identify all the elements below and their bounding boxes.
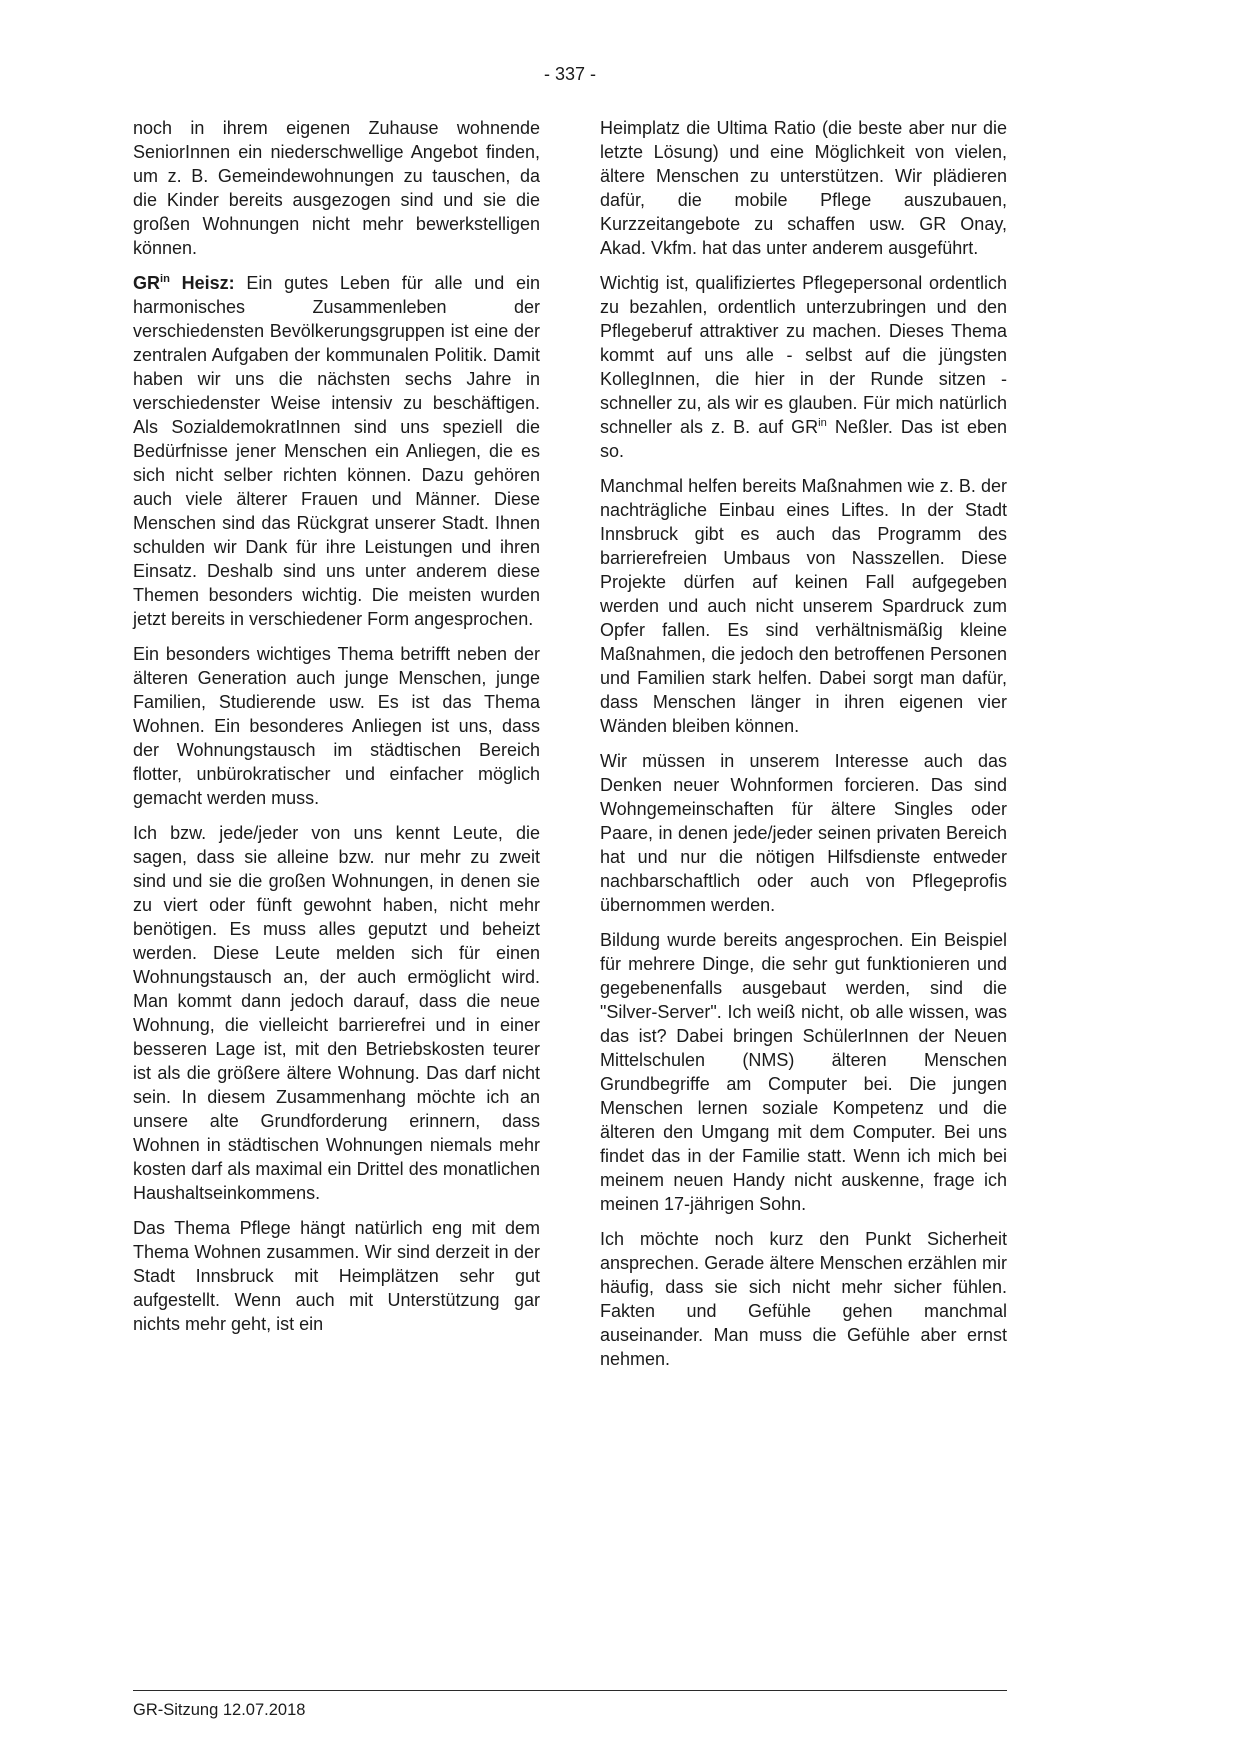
speaker-name: Heisz: <box>169 273 235 293</box>
paragraph-text: Neßler. Das ist eben so. <box>600 417 1007 461</box>
paragraph: Bildung wurde bereits angesprochen. Ein Beispiel für mehrere Dinge, die sehr gut funktionieren und gegebenenfalls ausgebaut werden, sind die "Silver-Server". Ich weiß nicht, ob alle wissen, was das ist? Dabei bringen SchülerInnen der Neuen Mittelschulen (NMS) älteren Menschen Grundbegriffe am Computer bei. Die jungen Menschen lernen soziale Kompetenz und die älteren den Umgang mit dem Computer. Bei uns findet das in der Familie statt. Wenn ich mich bei meinem neuen Handy nicht auskenne, frage ich meinen 17-jährigen Sohn. <box>600 930 1007 1214</box>
paragraph: Manchmal helfen bereits Maßnahmen wie z. B. der nachträgliche Einbau eines Liftes. In der Stadt Innsbruck gibt es auch das Programm des barrierefreien Umbaus von Nasszellen. Diese Projekte dürfen auf keinen Fall aufgegeben werden und auch nicht unserem Spardruck zum Opfer fallen. Es sind verhältnismäßig kleine Maßnahmen, die jedoch den betroffenen Personen und Familien stark helfen. Dabei sorgt man dafür, dass Menschen länger in ihren eigenen vier Wänden bleiben können. <box>600 476 1007 736</box>
paragraph: Ich möchte noch kurz den Punkt Sicherheit ansprechen. Gerade ältere Menschen erzählen mir häufig, dass sie sich nicht mehr sicher fühlen. Fakten und Gefühle gehen manchmal auseinander. Man muss die Gefühle aber ernst nehmen. <box>600 1229 1007 1369</box>
paragraph: Heimplatz die Ultima Ratio (die beste aber nur die letzte Lösung) und eine Möglichkeit von vielen, ältere Menschen zu unterstützen. Wir plädieren dafür, die mobile Pflege auszubauen, Kurzzeitangebote zu schaffen usw. GR Onay, Akad. Vkfm. hat das unter anderem ausgeführt. <box>600 118 1007 258</box>
left-column <box>133 116 540 1382</box>
paragraph: Wir müssen in unserem Interesse auch das Denken neuer Wohnformen forcieren. Das sind Wohngemeinschaften für ältere Singles oder Paare, in denen jede/jeder seinen privaten Bereich hat und nur die nötigen Hilfsdienste entweder nachbarschaftlich oder auch von Pflegeprofis übernommen werden. <box>600 751 1007 915</box>
speaker-superscript: in <box>160 273 170 285</box>
paragraph: noch in ihrem eigenen Zuhause wohnende SeniorInnen ein niederschwellige Angebot finden, um z. B. Gemeindewohnungen zu tauschen, da die Kinder bereits ausgezogen sind und sie die großen Wohnungen nicht mehr bewerkstelligen können. <box>133 118 540 258</box>
speaker-prefix: GR <box>133 273 160 293</box>
page-number: - 337 - <box>543 64 597 84</box>
paragraph: Ich bzw. jede/jeder von uns kennt Leute, die sagen, dass sie alleine bzw. nur mehr zu zweit sind und sie die großen Wohnungen, in denen sie zu viert oder fünft gewohnt haben, nicht mehr benötigen. Es muss alles geputzt und beheizt werden. Diese Leute melden sich für einen Wohnungstausch an, der auch ermöglicht wird. Man kommt dann jedoch darauf, dass die neue Wohnung, die vielleicht barrierefrei und in einer besseren Lage ist, mit den Betriebskosten teurer ist als die größere ältere Wohnung. Das darf nicht sein. In diesem Zusammenhang möchte ich an unsere alte Grundforderung erinnern, dass Wohnen in städtischen Wohnungen niemals mehr kosten darf als maximal ein Drittel des monatlichen Haushaltseinkommens. <box>133 823 540 1203</box>
paragraph-text: Ein gutes Leben für alle und ein harmonisches Zusammenleben der verschiedensten Bevölkerungsgruppen ist eine der zentralen Aufgaben der kommunalen Politik. Damit haben wir uns die nächsten sechs Jahre in verschiedenster Weise intensiv zu beschäftigen. Als SozialdemokratInnen sind uns speziell die Bedürfnisse jener Menschen ein Anliegen, die es sich nicht selber richten können. Dazu gehören auch viele älterer Frauen und Männer. Diese Menschen sind das Rückgrat unserer Stadt. Ihnen schulden wir Dank für ihre Leistungen und ihren Einsatz. Deshalb sind uns unter anderem diese Themen besonders wichtig. Die meisten wurden jetzt bereits in verschiedener Form angesprochen. <box>133 273 540 629</box>
page-footer <box>133 1690 1007 1722</box>
paragraph-with-superscript <box>600 271 1007 463</box>
superscript: in <box>818 417 827 429</box>
right-column <box>600 116 1007 1382</box>
two-column-layout <box>133 116 1007 1382</box>
paragraph: Das Thema Pflege hängt natürlich eng mit dem Thema Wohnen zusammen. Wir sind derzeit in der Stadt Innsbruck mit Heimplätzen sehr gut aufgestellt. Wenn auch mit Unterstützung gar nichts mehr geht, ist ein <box>133 1218 540 1334</box>
paragraph-text: Wichtig ist, qualifiziertes Pflegepersonal ordentlich zu bezahlen, ordentlich unterzubringen und den Pflegeberuf attraktiver zu machen. Dieses Thema kommt auf uns alle - selbst auf die jüngsten KollegInnen, die hier in der Runde sitzen - schneller zu, als wir es glauben. Für mich natürlich schneller als z. B. auf GR <box>600 273 1007 437</box>
paragraph-speaker <box>133 271 540 631</box>
speaker-label <box>133 273 235 293</box>
paragraph: Ein besonders wichtiges Thema betrifft neben der älteren Generation auch junge Menschen, junge Familien, Studierende usw. Es ist das Thema Wohnen. Ein besonderes Anliegen ist uns, dass der Wohnungstausch im städtischen Bereich flotter, unbürokratischer und einfacher möglich gemacht werden muss. <box>133 644 540 808</box>
footer-text: GR-Sitzung 12.07.2018 <box>133 1701 306 1719</box>
